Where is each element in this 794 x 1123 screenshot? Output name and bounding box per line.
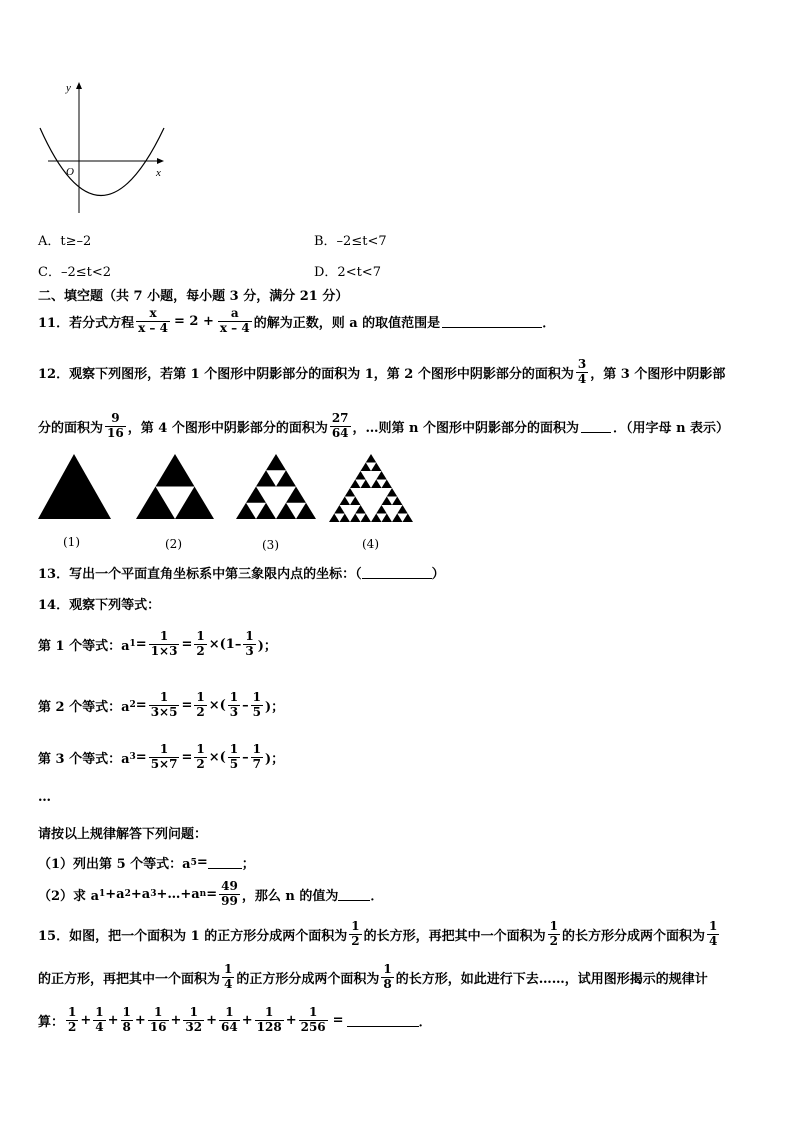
- x-axis-arrow: [157, 158, 164, 164]
- option-c: C．–2≤t<2: [38, 265, 111, 280]
- q12-line1-suffix: ，第 3 个图形中阴影部: [590, 366, 726, 382]
- q11-answer-blank[interactable]: [442, 315, 542, 328]
- question-11: [38, 307, 555, 336]
- q14-equation-1: 第 1 个等式：a 1 = $\frac{1}{1\times 3}$ = $\frac{1}{2}$ ×(1– $\frac{1}{3}$ )；: [38, 629, 277, 658]
- q12-fraction-27-64: $\frac{27}{64}$: [331, 411, 349, 440]
- q15-answer-blank[interactable]: [347, 1014, 419, 1027]
- q14-part1-answer-blank[interactable]: [208, 856, 242, 869]
- figure-label-1: (1): [63, 535, 80, 549]
- triangle-4: [329, 454, 413, 522]
- q13-text: 13．写出一个平面直角坐标系中第三象限内点的坐标：（: [38, 567, 362, 582]
- q11-prefix: 11．若分式方程: [38, 315, 135, 331]
- q12-line2-prefix: 分的面积为: [38, 420, 104, 436]
- origin-label: O: [66, 166, 74, 178]
- q14-heading: 14．观察下列等式：: [38, 598, 161, 613]
- q14-ellipsis: …: [38, 790, 51, 805]
- question-15-line-2: 的正方形，再把其中一个面积为 $\frac{1}{4}$ 的正方形分成两个面积为 $\frac{1}{8}$ 的长方形，如此进行下去……，试用图形揭示的规律计: [38, 962, 708, 991]
- question-12-line-1: [38, 358, 725, 387]
- option-a: A．t≥–2: [38, 234, 92, 249]
- q14-part2-answer-blank[interactable]: [338, 888, 370, 901]
- q14-instruction: 请按以上规律解答下列问题：: [38, 827, 208, 842]
- q13-end: ）: [431, 567, 445, 582]
- question-12-line-2: [38, 412, 729, 441]
- triangle-2: [136, 454, 214, 519]
- q12-line2-mid: ，第 4 个图形中阴影部分的面积为: [127, 420, 328, 436]
- section-heading: 二、填空题（共 7 小题，每小题 3 分，满分 21 分）: [38, 289, 349, 304]
- parabola-graph: [30, 78, 180, 218]
- q12-line2-suffix: ，…则第 n 个图形中阴影部分的面积为: [352, 420, 580, 436]
- parabola-curve: [40, 128, 164, 196]
- q11-fraction-2: $\frac{a}{x - 4}$: [219, 306, 250, 335]
- q14-part-1: （1）列出第 5 个等式：a 5 = ；: [38, 855, 255, 872]
- question-15-line-3: 算： $\frac{1}{2}$ + $\frac{1}{4}$ + $\frac{1}{8}$ + $\frac{1}{16}$ + $\frac{1}{32}$ + $\frac{1}{64}$ + $\frac{1}{128}$ + $\frac{1}{256}$ = ．: [38, 1005, 432, 1034]
- q12-line2-end: ．（用字母 n 表示）: [613, 420, 730, 436]
- q14-equation-2: 第 2 个等式：a 2 = $\frac{1}{3\times 5}$ = $\frac{1}{2}$ ×( $\frac{1}{3}$ – $\frac{1}{5}$ )；: [38, 690, 285, 719]
- y-axis-label: y: [66, 82, 71, 94]
- figure-label-4: (4): [362, 537, 379, 551]
- triangle-3: [236, 454, 316, 519]
- figure-label-3: (3): [262, 538, 279, 552]
- question-15-line-1: 15．如图，把一个面积为 1 的正方形分成两个面积为 $\frac{1}{2}$ 的长方形，再把其中一个面积为 $\frac{1}{2}$ 的长方形分成两个面积为 $\frac{1}{4}$: [38, 919, 718, 948]
- q12-fraction-3-4: $\frac{3}{4}$: [577, 357, 587, 386]
- option-d: D．2<t<7: [314, 265, 381, 280]
- figure-label-2: (2): [165, 537, 182, 551]
- x-axis-label: x: [156, 167, 161, 179]
- q12-fraction-9-16: $\frac{9}{16}$: [107, 411, 124, 440]
- y-axis-arrow: [76, 82, 82, 89]
- q11-middle: = 2 +: [173, 313, 214, 329]
- q12-line1-prefix: 12．观察下列图形，若第 1 个图形中阴影部分的面积为 1，第 2 个图形中阴影部分的面积为: [38, 366, 574, 382]
- option-b: B．–2≤t<7: [314, 234, 387, 249]
- triangle-1: [38, 454, 111, 519]
- q12-answer-blank[interactable]: [581, 420, 611, 433]
- q11-suffix: 的解为正数，则 a 的取值范围是: [253, 315, 441, 331]
- q13-answer-blank[interactable]: [362, 566, 432, 579]
- q14-part-2: （2）求 a 1 +a 2 +a 3 +…+a n = $\frac{49}{99}$ ，那么 n 的值为 ．: [38, 879, 384, 908]
- q11-fraction-1: $\frac{x}{x - 4}$: [138, 306, 168, 335]
- q11-end: ．: [542, 315, 556, 331]
- question-13: [38, 563, 445, 582]
- q14-equation-3: 第 3 个等式：a 3 = $\frac{1}{5\times 7}$ = $\frac{1}{2}$ ×( $\frac{1}{5}$ – $\frac{1}{7}$ )；: [38, 742, 285, 771]
